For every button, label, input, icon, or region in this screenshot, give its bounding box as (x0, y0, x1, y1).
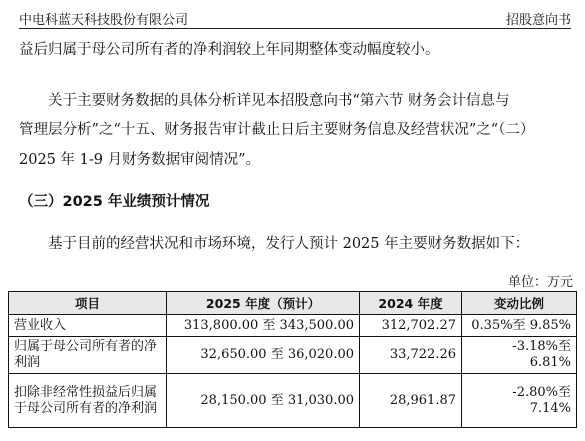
paragraph-line: 管理层分析”之“十五、财务报告审计截止日后主要财务信息及经营状况”之“（二） (19, 122, 535, 138)
unit-label: 单位：万元 (507, 275, 573, 290)
forecast-value: 313,800.00 至 343,500.00 (167, 315, 360, 337)
row-label: 归属于母公司所有者的净利润 (9, 337, 167, 374)
forecast-value: 28,150.00 至 31,030.00 (167, 374, 360, 428)
column-header: 变动比例 (462, 292, 577, 315)
company-name: 中电科蓝天科技股份有限公司 (19, 13, 189, 28)
prior-year-value: 28,961.87 (360, 374, 462, 428)
row-label: 营业收入 (9, 315, 167, 337)
change-ratio: 0.35%至 9.85% (462, 315, 577, 337)
page-header (19, 6, 571, 29)
paragraph-line: 关于主要财务数据的具体分析详见本招股意向书“第六节 财务会计信息与 (19, 93, 510, 109)
paragraph-line: 益后归属于母公司所有者的净利润较上年同期整体变动幅度较小。 (19, 42, 440, 58)
table-row (9, 315, 577, 337)
row-label: 扣除非经常性损益后归属于母公司所有者的净利润 (9, 374, 167, 428)
column-header: 项目 (9, 292, 167, 315)
document-title: 招股意向书 (505, 13, 571, 28)
table-row (9, 374, 577, 428)
column-header: 2024 年度 (360, 292, 462, 315)
prior-year-value: 33,722.26 (360, 337, 462, 374)
paragraph-line: 2025 年 1-9 月财务数据审阅情况”。 (19, 152, 260, 168)
prior-year-value: 312,702.27 (360, 315, 462, 337)
change-ratio: -2.80%至 7.14% (462, 374, 577, 428)
section-title: （三）2025 年业绩预计情况 (19, 194, 210, 210)
financial-forecast-table (8, 291, 577, 428)
forecast-value: 32,650.00 至 36,020.00 (167, 337, 360, 374)
paragraph-line: 基于目前的经营状况和市场环境，发行人预计 2025 年主要财务数据如下： (19, 236, 530, 252)
change-ratio: -3.18%至 6.81% (462, 337, 577, 374)
table-header-row (9, 292, 577, 315)
column-header: 2025 年度（预计） (167, 292, 360, 315)
table-row (9, 337, 577, 374)
